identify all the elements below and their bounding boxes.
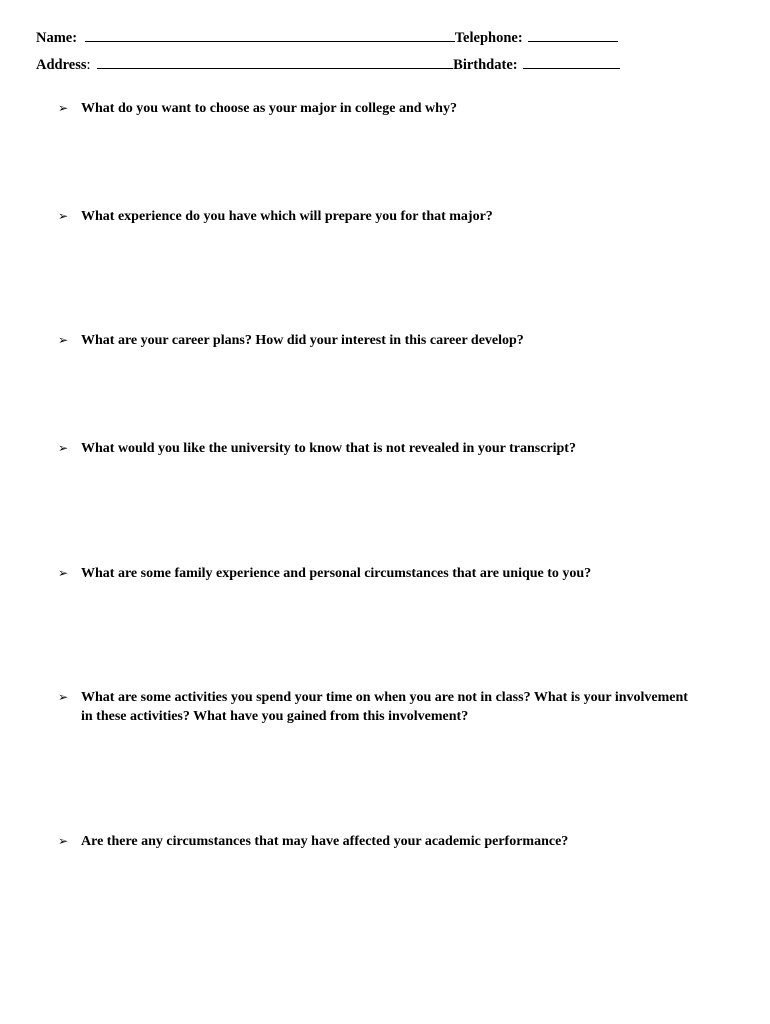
telephone-field[interactable] — [528, 28, 618, 42]
question-experience — [58, 207, 698, 226]
telephone-label: Telephone: — [454, 30, 523, 46]
birthdate-field[interactable] — [523, 55, 620, 69]
question-text: What do you want to choose as your major in college and why? — [81, 101, 457, 116]
question-transcript — [58, 439, 698, 458]
question-major — [58, 99, 698, 118]
question-academic — [58, 832, 698, 851]
birthdate-label: Birthdate: — [453, 57, 518, 73]
arrow-bullet-icon: ➢ — [58, 690, 69, 704]
name-telephone-row — [36, 28, 618, 47]
address-field[interactable] — [97, 55, 453, 69]
question-text: What are some family experience and personal circumstances that are unique to you? — [81, 566, 592, 581]
question-activities — [58, 688, 698, 726]
address-colon: : — [86, 57, 91, 73]
address-birthdate-row — [36, 55, 620, 74]
address-label: Address — [36, 57, 87, 73]
arrow-bullet-icon: ➢ — [58, 441, 69, 455]
name-field[interactable] — [85, 28, 455, 42]
arrow-bullet-icon: ➢ — [58, 101, 69, 115]
question-text: What experience do you have which will prepare you for that major? — [81, 209, 493, 224]
question-text: What are some activities you spend your time on when you are not in class? What is your involvement in these activities? What have you gained from this involvement? — [81, 690, 688, 724]
question-text: What are your career plans? How did your interest in this career develop? — [81, 333, 524, 348]
name-label: Name: — [36, 30, 78, 46]
arrow-bullet-icon: ➢ — [58, 333, 69, 347]
question-career-plans — [58, 331, 698, 350]
arrow-bullet-icon: ➢ — [58, 566, 69, 580]
question-family — [58, 564, 698, 583]
question-text: What would you like the university to know that is not revealed in your transcript? — [81, 441, 576, 456]
arrow-bullet-icon: ➢ — [58, 834, 69, 848]
question-text: Are there any circumstances that may have affected your academic performance? — [81, 834, 569, 849]
arrow-bullet-icon: ➢ — [58, 209, 69, 223]
